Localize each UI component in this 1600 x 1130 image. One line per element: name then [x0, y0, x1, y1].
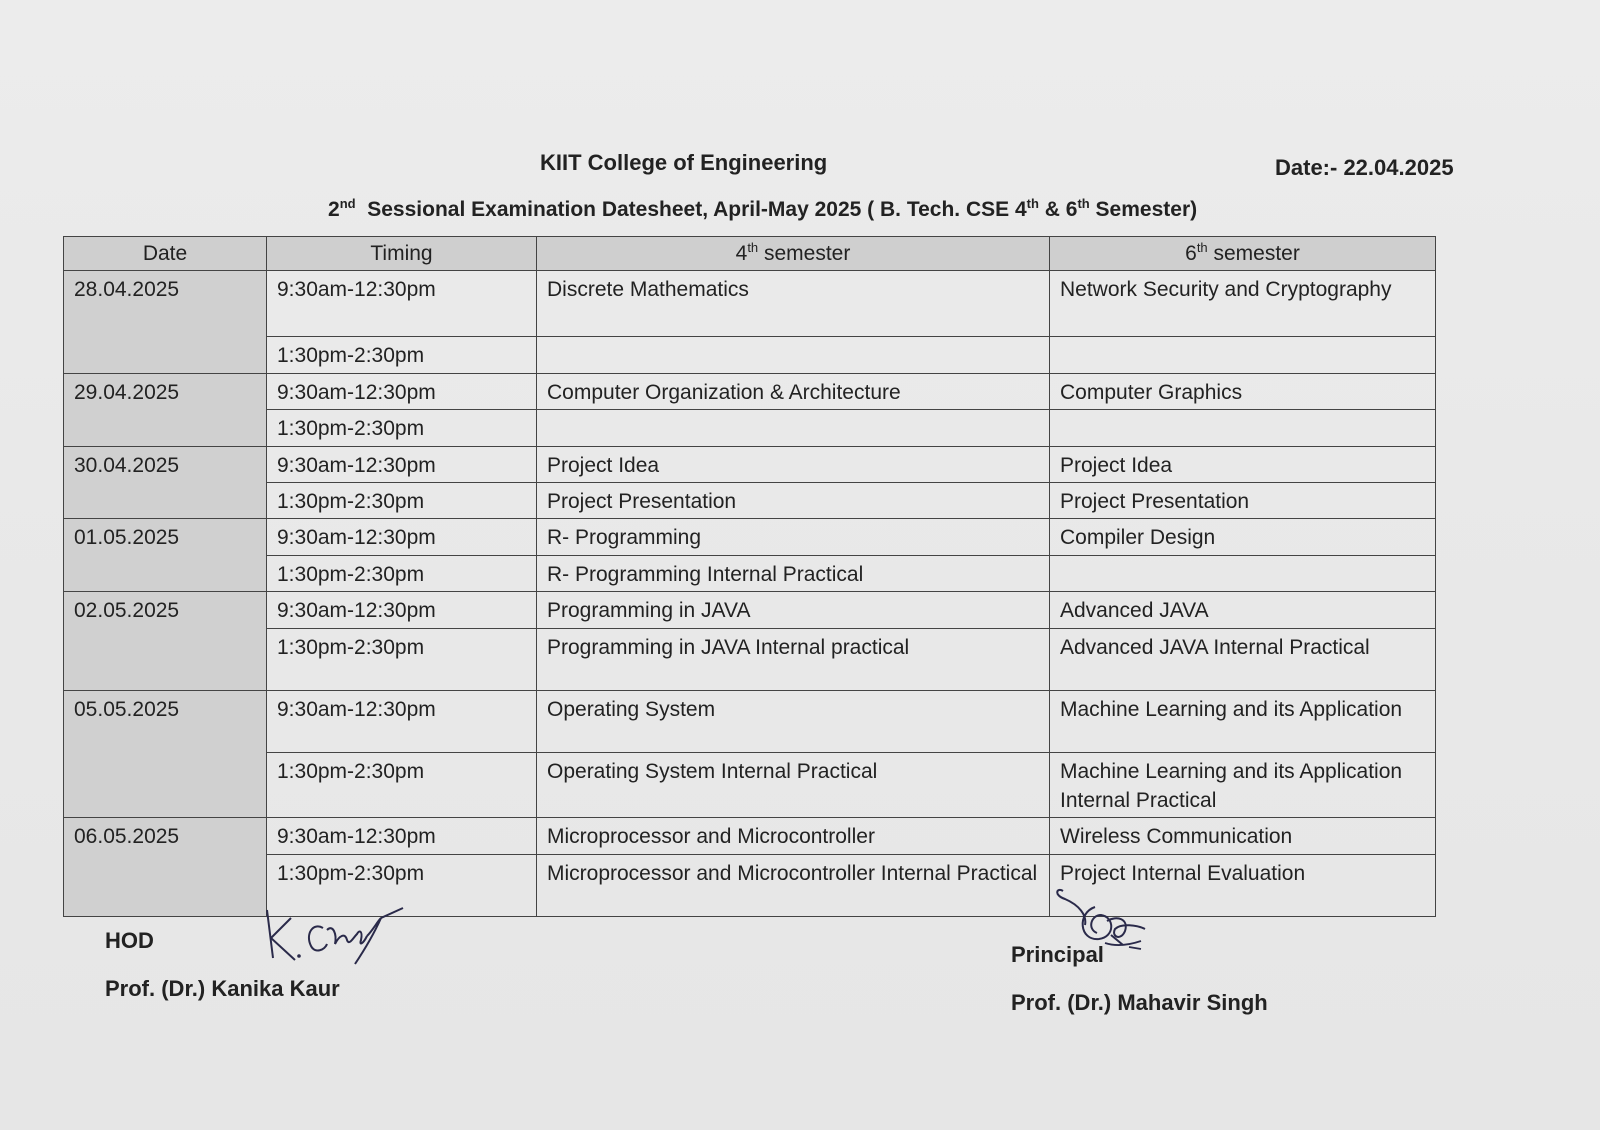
exam-date: 01.05.2025: [64, 519, 267, 592]
sem6-subject: Project Idea: [1050, 446, 1436, 482]
title-end: Semester): [1089, 198, 1198, 221]
sem6-subject: Computer Graphics: [1050, 373, 1436, 409]
table-row: [64, 410, 1436, 446]
table-row: [64, 337, 1436, 373]
table-row: [64, 373, 1436, 409]
sem6-subject: Advanced JAVA: [1050, 592, 1436, 628]
exam-timing: 9:30am-12:30pm: [267, 592, 537, 628]
sem6-sup: th: [1196, 240, 1208, 255]
exam-date: 29.04.2025: [64, 373, 267, 446]
exam-date: 02.05.2025: [64, 592, 267, 690]
exam-timing: 1:30pm-2:30pm: [267, 752, 537, 818]
table-row: [64, 555, 1436, 591]
exam-timing: 9:30am-12:30pm: [267, 446, 537, 482]
title-sup-2: th: [1077, 196, 1090, 211]
table-row: [64, 519, 1436, 555]
hod-signature: [255, 900, 415, 970]
principal-title: Principal: [1011, 942, 1104, 967]
sem4-subject: Operating System Internal Practical: [537, 752, 1050, 818]
sem6-subject: Project Internal Evaluation: [1050, 854, 1436, 916]
title-prefix-num: 2: [328, 198, 340, 221]
sem4-num: 4: [735, 242, 748, 265]
sem6-subject: [1050, 555, 1436, 591]
table-row: [64, 752, 1436, 818]
table-row: [64, 628, 1436, 690]
exam-timing: 1:30pm-2:30pm: [267, 555, 537, 591]
sem6-subject: Advanced JAVA Internal Practical: [1050, 628, 1436, 690]
sem6-subject: Wireless Communication: [1050, 818, 1436, 854]
sem4-subject: R- Programming Internal Practical: [537, 555, 1050, 591]
sem4-subject: Computer Organization & Architecture: [537, 373, 1050, 409]
exam-timing: 1:30pm-2:30pm: [267, 410, 537, 446]
exam-timing: 9:30am-12:30pm: [267, 818, 537, 854]
datesheet-table: [63, 236, 1436, 917]
table-row: [64, 818, 1436, 854]
table-row: [64, 482, 1436, 518]
sem4-subject: Microprocessor and Microcontroller: [537, 818, 1050, 854]
table-row: [64, 271, 1436, 337]
exam-timing: 1:30pm-2:30pm: [267, 628, 537, 690]
sem4-subject: [537, 337, 1050, 373]
sem6-num: 6: [1185, 242, 1197, 265]
sem4-text: semester: [758, 242, 851, 265]
exam-date: 28.04.2025: [64, 271, 267, 373]
hod-name: Prof. (Dr.) Kanika Kaur: [105, 976, 340, 1001]
document-title: [328, 196, 1197, 222]
title-prefix-sup: nd: [339, 196, 356, 211]
table-row: [64, 592, 1436, 628]
sem4-subject: Programming in JAVA: [537, 592, 1050, 628]
sem6-text: semester: [1207, 242, 1300, 265]
sem4-subject: Microprocessor and Microcontroller Internal Practical: [537, 854, 1050, 916]
sem6-subject: Machine Learning and its Application: [1050, 690, 1436, 752]
issue-date: Date:- 22.04.2025: [1275, 155, 1454, 180]
sem6-subject: Machine Learning and its Application Internal Practical: [1050, 752, 1436, 818]
sem6-subject: [1050, 410, 1436, 446]
title-mid: & 6: [1038, 198, 1078, 221]
col-header-date: Date: [64, 237, 267, 271]
title-main: Sessional Examination Datesheet, April-May 2025 ( B. Tech. CSE 4: [367, 198, 1027, 221]
sem6-subject: Network Security and Cryptography: [1050, 271, 1436, 337]
exam-date: 30.04.2025: [64, 446, 267, 519]
table-row: [64, 446, 1436, 482]
exam-timing: 1:30pm-2:30pm: [267, 482, 537, 518]
col-header-6th-semester: [1050, 237, 1436, 271]
exam-timing: 9:30am-12:30pm: [267, 373, 537, 409]
principal-name: Prof. (Dr.) Mahavir Singh: [1011, 990, 1268, 1015]
sem4-subject: [537, 410, 1050, 446]
exam-timing: 1:30pm-2:30pm: [267, 854, 537, 916]
college-name: KIIT College of Engineering: [540, 150, 828, 175]
exam-timing: 9:30am-12:30pm: [267, 271, 537, 337]
sem4-sup: th: [747, 240, 759, 255]
col-header-4th-semester: [537, 237, 1050, 271]
title-sup-1: th: [1026, 196, 1039, 211]
exam-timing: 9:30am-12:30pm: [267, 690, 537, 752]
principal-signature: [1055, 885, 1165, 965]
exam-date: 05.05.2025: [64, 690, 267, 818]
exam-date: 06.05.2025: [64, 818, 267, 916]
exam-timing: 9:30am-12:30pm: [267, 519, 537, 555]
table-header-row: [64, 237, 1436, 271]
sem4-subject: Project Idea: [537, 446, 1050, 482]
hod-title: HOD: [105, 928, 154, 953]
col-header-timing: Timing: [267, 237, 537, 271]
sem6-subject: Project Presentation: [1050, 482, 1436, 518]
sem6-subject: [1050, 337, 1436, 373]
sem4-subject: Operating System: [537, 690, 1050, 752]
exam-timing: 1:30pm-2:30pm: [267, 337, 537, 373]
sem4-subject: Discrete Mathematics: [537, 271, 1050, 337]
sem6-subject: Compiler Design: [1050, 519, 1436, 555]
table-row: [64, 690, 1436, 752]
sem4-subject: R- Programming: [537, 519, 1050, 555]
sem4-subject: Programming in JAVA Internal practical: [537, 628, 1050, 690]
sem4-subject: Project Presentation: [537, 482, 1050, 518]
